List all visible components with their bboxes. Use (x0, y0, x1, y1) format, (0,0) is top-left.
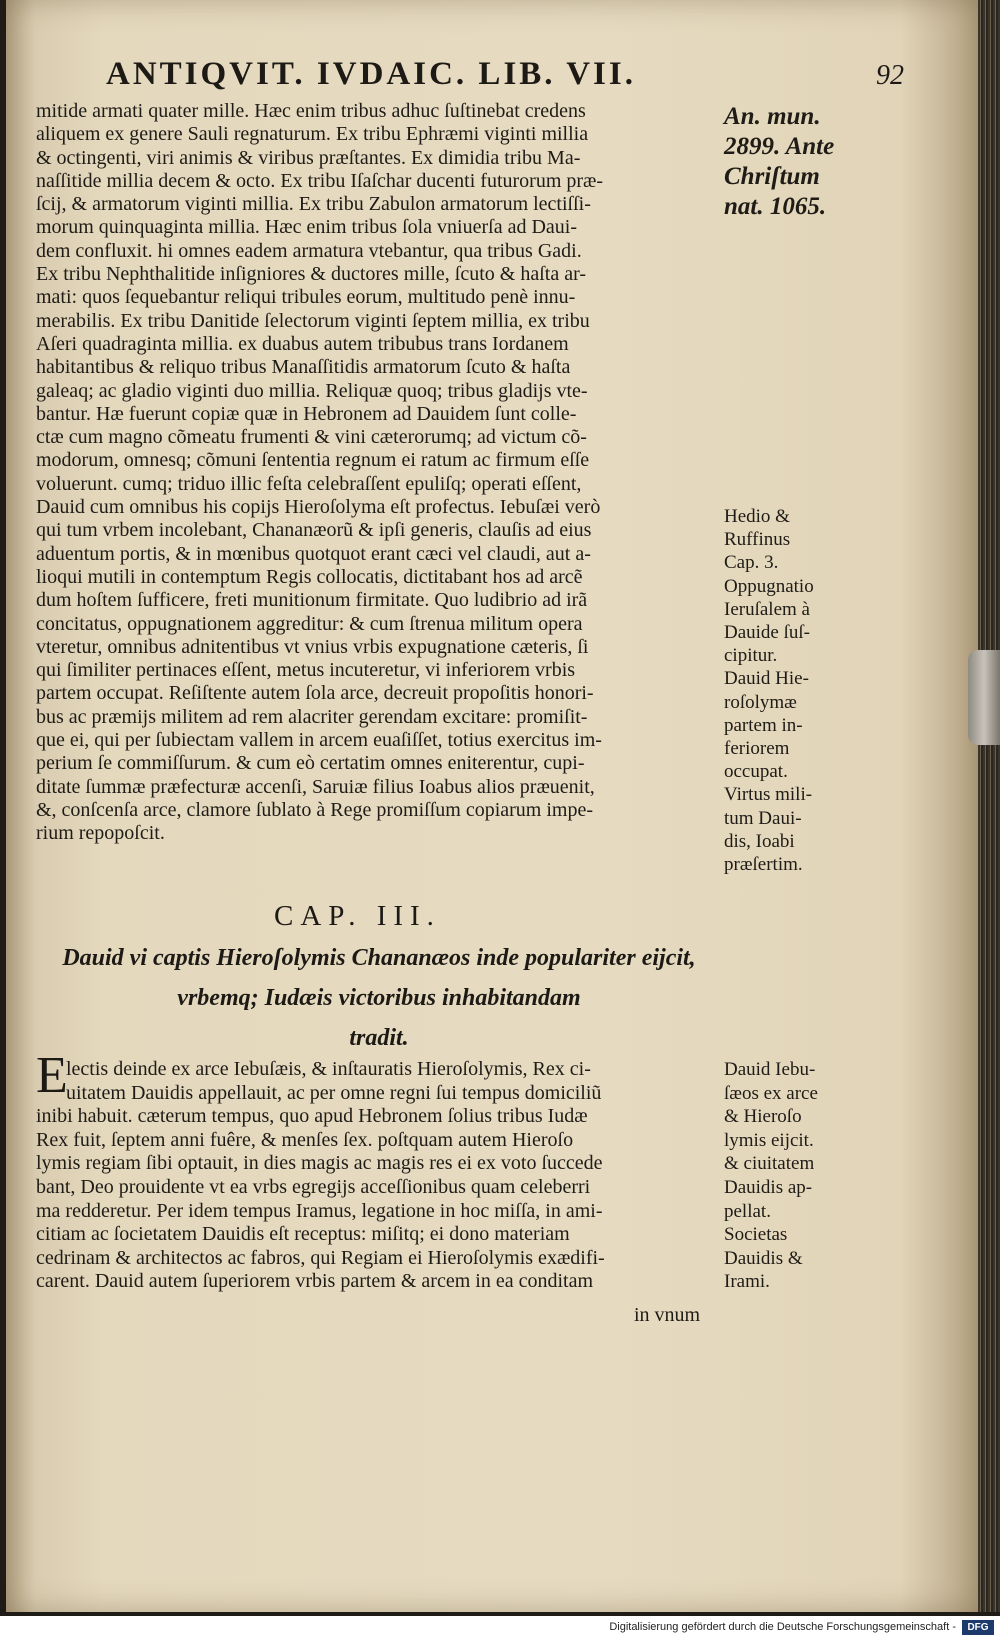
margin-line: lymis eijcit. (724, 1129, 814, 1151)
text-line: Rex fuit, ſeptem anni fuêre, & menſes ſex. poſtquam autem Hieroſo (36, 1128, 574, 1151)
margin-line: præſertim. (724, 854, 803, 876)
margin-line: & Hieroſo (724, 1106, 802, 1128)
text-line: bant, Deo prouidente vt ea vrbs egregijs acceſſionibus quam celeberri (36, 1175, 591, 1198)
margin-line: pellat. (724, 1200, 771, 1222)
text-line: naſſitide millia decem & octo. Ex tribu Iſaſchar ducenti futurorum præ- (36, 169, 604, 192)
chapter-summary (34, 938, 724, 1058)
margin-line: 2899. Ante (724, 133, 835, 160)
margin-line: Dauid Hie- (724, 668, 809, 690)
drop-cap: E (36, 1047, 68, 1104)
text-line: dem confluxit. hi omnes eadem armatura vtebantur, qua tribus Gadi. (36, 239, 582, 262)
chapter-text-block (36, 1058, 718, 1294)
margin-line: tum Daui- (724, 807, 802, 829)
text-line: lioqui mutili in contemptum Regis collocatis, dictitabant hos ad arcẽ (36, 565, 583, 588)
margin-line: Irami. (724, 1271, 770, 1293)
summary-line: Dauid vi captis Hieroſolymis Chananæos inde populariter eijcit, (62, 945, 696, 971)
margin-line: cipitur. (724, 645, 778, 667)
margin-line: Dauid Iebu- (724, 1059, 816, 1080)
text-line: inibi habuit. cæterum tempus, quo apud Hebronem ſolius tribus Iudæ (36, 1105, 588, 1128)
margin-line: feriorem (724, 738, 790, 760)
digitization-footer (0, 1616, 1000, 1640)
dfg-logo: DFG (962, 1620, 994, 1635)
text-line: bantur. Hæ fuerunt copiæ quæ in Hebronem ad Dauidem ſunt colle- (36, 402, 577, 425)
text-line: rium repopoſcit. (36, 822, 165, 845)
margin-note-date (724, 102, 864, 222)
text-line: merabilis. Ex tribu Danitide ſelectorum viginti ſeptem millia, ex tribu (36, 309, 590, 332)
text-line: vteretur, omnibus adnitentibus vt vnius vrbis expugnatione cæteris, ſi (36, 635, 589, 658)
text-line: carent. Dauid autem ſuperiorem vrbis partem & arcem in ea conditam (36, 1270, 594, 1293)
text-line: mati: quos ſequebantur reliqui tribules eorum, multitudo penè innu- (36, 286, 576, 309)
text-line: qui tum vrbem incolebant, Chananæorũ & ipſi generis, clauſis ad eius (36, 519, 592, 542)
margin-line: ſæos ex arce (724, 1082, 818, 1104)
text-line: citiam ac ſocietatem Dauidis eſt receptus: miſitq; ei dono materiam (36, 1223, 570, 1246)
text-line: dum hoſtem ſufficere, freti munitionum firmitate. Quo ludibrio ad irã (36, 589, 588, 612)
text-line: partem occupat. Reſiſtente autem ſola arce, decreuit propoſitis honori- (36, 682, 594, 705)
text-line: cedrinam & architectos ac fabros, qui Regiam ei Hieroſolymis exædifi- (36, 1246, 605, 1269)
text-line: voluerunt. cumq; triduo illic feſta celebraſſent epuliſq; operati eſſent, (36, 472, 582, 495)
funding-credit: Digitalisierung gefördert durch die Deutsche Forschungsgemeinschaft - (609, 1621, 956, 1633)
main-text-block (36, 100, 718, 846)
text-line: Dauid cum omnibus his copijs Hieroſolyma eſt profectus. Iebuſæi verò (36, 496, 601, 519)
margin-line: dis, Ioabi (724, 830, 795, 852)
text-line: concitatus, oppugnationem aggreditur: & cum ſtrenua militum opera (36, 612, 583, 635)
margin-line: Chriſtum (724, 163, 820, 190)
text-line: Aſeri quadraginta millia. ex duabus autem tribubus trans Iordanem (36, 332, 569, 355)
running-title: ANTIQVIT. IVDAIC. LIB. VII. (106, 56, 636, 92)
text-line: lymis regiam ſibi optauit, in dies magis ac magis res ei ex voto ſuccede (36, 1152, 603, 1175)
text-line: &, conſcenſa arce, clamore ſublato à Rege promiſſum copiarum impe- (36, 798, 594, 821)
text-line: uitatem Dauidis appellauit, ac per omne regni ſui tempus domiciliũ (66, 1081, 602, 1104)
margin-line: Cap. 3. (724, 552, 779, 574)
text-line: morum quinquaginta millia. Hæc enim tribus ſola vniuerſa ad Daui- (36, 216, 577, 239)
book-page (6, 0, 978, 1612)
text-line: & octingenti, viri animis & viribus præſtantes. Ex dimidia tribu Ma- (36, 146, 581, 169)
text-line: bus ac præmijs militem ad rem alacriter gerendam excitare: promiſit- (36, 705, 588, 728)
text-line: Ex tribu Nephthalitide inſigniores & ductores mille, ſcuto & haſta ar- (36, 263, 587, 286)
folio-number: 92 (876, 60, 904, 91)
margin-line: nat. 1065. (724, 193, 827, 220)
margin-note-jebusites (724, 1058, 864, 1294)
margin-line: Oppugnatio (724, 575, 814, 597)
text-line: ditate ſummæ præfecturæ accenſi, Saruiæ filius Ioabus alios præuenit, (36, 775, 595, 798)
text-line: habitantibus & reliquo tribus Manaſſitidis armatorum ſcuto & haſta (36, 356, 571, 379)
text-line: que ei, qui per ſubiectam vallem in arcem euaſiſſet, totius exercitus im- (36, 729, 602, 752)
margin-line: partem in- (724, 714, 803, 736)
text-line: galeaq; ac gladio viginti duo millia. Reliquæ quoq; tribus gladijs vte- (36, 379, 588, 402)
margin-note-siege (724, 505, 864, 876)
margin-line: Ruffinus (724, 529, 791, 551)
book-edge (978, 0, 1000, 1612)
text-line: ſcij, & armatorum viginti millia. Ex tribu Zabulon armatorum lectiſſi- (36, 193, 591, 216)
margin-line: roſolymæ (724, 691, 797, 713)
summary-line: tradit. (349, 1025, 409, 1051)
text-line: perium ſe commiſſurum. & cum eò certatim omnes eniterentur, cupi- (36, 752, 585, 775)
chapter-title: CAP. III. (274, 900, 441, 932)
text-line: aliquem ex genere Sauli regnaturum. Ex tribu Ephræmi viginti millia (36, 123, 589, 146)
margin-line: Ieruſalem à (724, 598, 810, 620)
margin-line: Virtus mili- (724, 784, 813, 806)
margin-line: Hedio & (724, 506, 790, 527)
margin-line: An. mun. (724, 103, 821, 130)
margin-line: occupat. (724, 761, 788, 783)
text-line: modorum, omnesq; cõmuni ſententia regnum ei ratum ac firmum eſſe (36, 449, 590, 472)
margin-line: Dauide ſuſ- (724, 622, 811, 644)
text-line: aduentum portis, & in mœnibus quotquot erant cæci vel claudi, aut a- (36, 542, 591, 565)
margin-line: Dauidis ap- (724, 1176, 813, 1198)
margin-line: & ciuitatem (724, 1153, 815, 1175)
catchword: in vnum (634, 1304, 701, 1326)
text-line: lectis deinde ex arce Iebuſæis, & inſtauratis Hieroſolymis, Rex ci- (66, 1058, 591, 1080)
text-line: qui ſimiliter pertinaces eſſent, metus incuteretur, vi inferiorem vrbis (36, 659, 576, 682)
text-line: mitide armati quater mille. Hæc enim tribus adhuc ſuſtinebat credens (36, 100, 586, 122)
summary-line: vrbemq; Iudæis victoribus inhabitandam (177, 985, 581, 1011)
margin-line: Dauidis & (724, 1247, 803, 1269)
book-clasp (968, 650, 1000, 745)
text-line: ma redderetur. Per idem tempus Iramus, legatione in hoc miſſa, in ami- (36, 1199, 603, 1222)
text-line: ctæ cum magno cõmeatu frumenti & vini cæterorumq; ad victum cõ- (36, 426, 587, 449)
margin-line: Societas (724, 1224, 788, 1246)
